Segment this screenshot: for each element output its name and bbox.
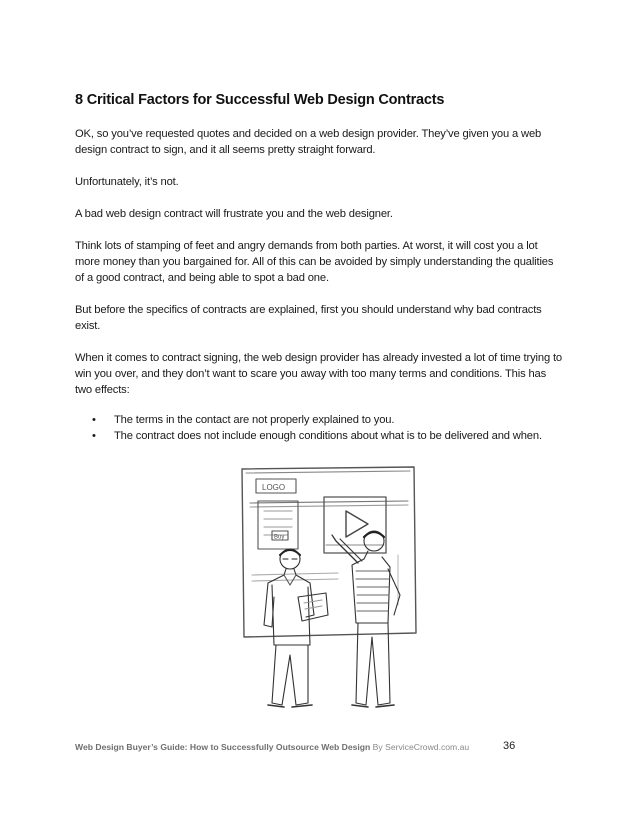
bullet-glyph: •	[92, 430, 96, 442]
paragraph-before-specifics: But before the specifics of contracts are explained, first you should understand why bad contracts exist.	[75, 304, 542, 332]
logo-sketch-text: LOGO	[262, 483, 286, 492]
paragraph-intro: OK, so you’ve requested quotes and decided on a web design provider. They’ve given you a web design contract to sign, and it all seems pretty straight forward.	[75, 128, 542, 156]
paragraph-contract-signing: When it comes to contract signing, the web design provider has already invested a lot of time trying to win you over, and they don’t want to scare you away with too many terms and conditions. This has two effects:	[75, 352, 563, 396]
page-title: 8 Critical Factors for Successful Web Design Contracts	[75, 92, 445, 108]
page-footer	[75, 742, 495, 752]
list-item	[92, 428, 572, 444]
paragraph-think-lots: Think lots of stamping of feet and angry demands from both parties. At worst, it will cost you a lot more money than you bargained for. All of this can be avoided by simply understanding the qualities of a good contract, and being able to spot a bad one.	[75, 240, 554, 284]
paragraph-bad-contract: A bad web design contract will frustrate you and the web designer.	[75, 208, 393, 220]
list-item-text: The contract does not include enough conditions about what is to be delivered and when.	[114, 430, 542, 442]
effects-list	[92, 412, 572, 444]
paragraph-unfortunately: Unfortunately, it’s not.	[75, 176, 179, 188]
footer-by-text: By ServiceCrowd.com.au	[372, 742, 470, 752]
buy-sketch-text: Buy	[274, 534, 285, 541]
page-number: 36	[503, 740, 516, 752]
list-item	[92, 412, 572, 428]
web-design-sketch-illustration	[228, 465, 418, 713]
footer-guide-title: Web Design Buyer’s Guide: How to Successfully Outsource Web Design	[75, 742, 371, 752]
list-item-text: The terms in the contact are not properly explained to you.	[114, 414, 395, 426]
bullet-glyph: •	[92, 414, 96, 426]
